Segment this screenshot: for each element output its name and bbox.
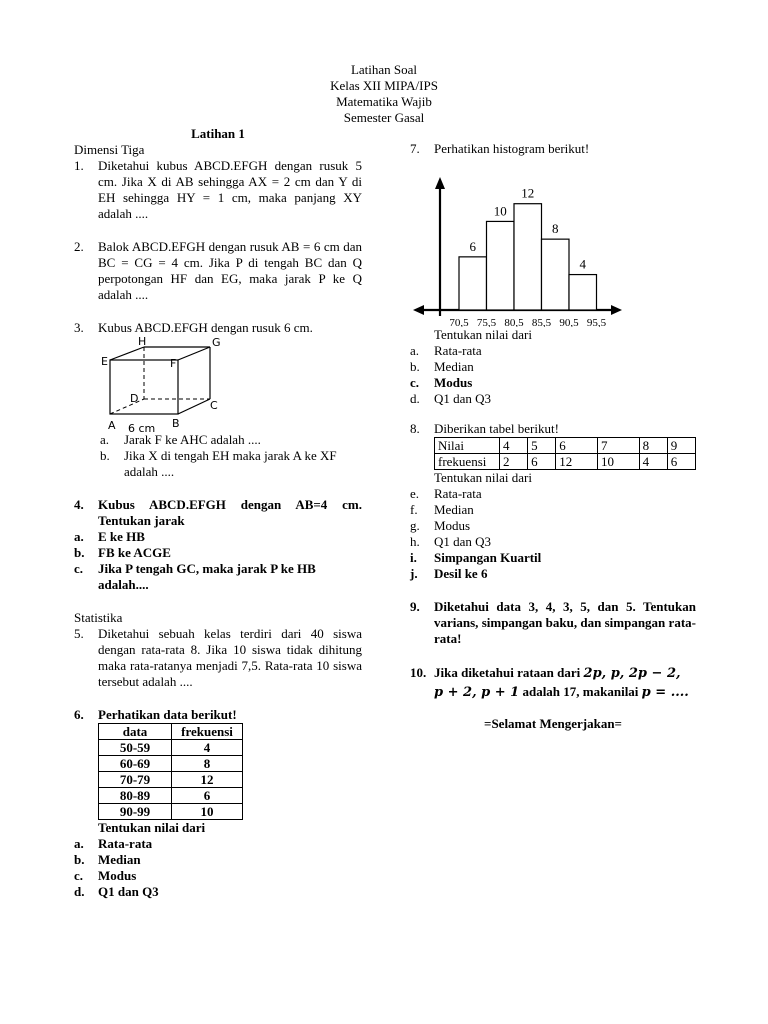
- option-letter: j.: [410, 566, 418, 581]
- table-cell: 8: [639, 438, 667, 454]
- option-text: Simpangan Kuartil: [434, 550, 542, 565]
- cube-edge: [110, 347, 144, 360]
- option-text: Median: [98, 852, 141, 867]
- question-number: 6.: [74, 707, 84, 722]
- exercise-title: Latihan 1: [191, 126, 245, 141]
- table-cell: 60-69: [99, 756, 172, 772]
- histogram-bar: [569, 275, 597, 310]
- value-frequency-table: [434, 437, 696, 470]
- histogram-bar: [514, 204, 542, 310]
- option-item: [410, 518, 696, 534]
- histogram: [410, 157, 696, 327]
- math-expression: p = ....: [641, 685, 689, 700]
- vertex-label-e: E: [101, 355, 108, 368]
- x-axis-arrow-right: [611, 305, 622, 315]
- question-4-part-c: [74, 561, 362, 593]
- math-expression: p + 2, p + 1: [434, 685, 520, 700]
- option-text: Q1 dan Q3: [434, 391, 492, 406]
- question-number: 5.: [74, 626, 84, 641]
- question-number: 9.: [410, 599, 420, 614]
- table-cell: 4: [639, 454, 667, 470]
- left-column: [74, 126, 362, 900]
- option-letter: c.: [410, 375, 420, 390]
- question-text: adalah 17, makanilai: [519, 684, 642, 699]
- x-tick-label: 90,5: [559, 317, 579, 327]
- question-text: Diberikan tabel berikut!: [434, 421, 559, 436]
- y-axis-arrow: [435, 177, 445, 189]
- question-7: [410, 141, 696, 157]
- option-item: [410, 343, 696, 359]
- question-number: 8.: [410, 421, 420, 436]
- x-tick-label: 70,5: [449, 317, 469, 327]
- option-text: E ke HB: [98, 529, 145, 544]
- frequency-table: [98, 723, 243, 820]
- question-number: 7.: [410, 141, 420, 156]
- question-text: Diketahui sebuah kelas terdiri dari 40 siswa dengan rata-rata 8. Jika 10 siswa tidak dihitung maka rata-ratanya menjadi 7,5. Rata-rata 10 siswa tersebut adalah ....: [98, 626, 362, 689]
- option-text: Q1 dan Q3: [98, 884, 159, 899]
- table-cell: 10: [172, 804, 243, 820]
- question-3-part-a: [74, 432, 362, 448]
- table-cell: 6: [172, 788, 243, 804]
- vertex-label-h: H: [138, 336, 147, 348]
- section-title: Dimensi Tiga: [74, 142, 145, 157]
- option-letter: c.: [74, 561, 84, 576]
- question-text: Diketahui kubus ABCD.EFGH dengan rusuk 5 cm. Jika X di AB sehingga AX = 2 cm dan Y di EH sehingga HY = 1 cm, maka panjang XY adalah ....: [98, 158, 362, 221]
- option-item: [410, 534, 696, 550]
- table-cell: 12: [172, 772, 243, 788]
- option-text: Jarak F ke AHC adalah ....: [124, 432, 261, 447]
- option-letter: d.: [410, 391, 420, 406]
- table-row-label: frekuensi: [435, 454, 500, 470]
- table-cell: 9: [667, 438, 695, 454]
- question-text: Jika diketahui rataan dari: [434, 665, 584, 680]
- histogram-bar: [542, 239, 570, 310]
- edge-length-label: 6 cm: [128, 422, 156, 432]
- option-item: [410, 391, 696, 407]
- option-item: [410, 502, 696, 518]
- question-4-part-a: [74, 529, 362, 545]
- table-cell: 6: [556, 438, 598, 454]
- option-text: Desil ke 6: [434, 566, 488, 581]
- prompt-text: Tentukan nilai dari: [434, 327, 533, 342]
- table-header: data: [99, 724, 172, 740]
- document-header: [0, 62, 768, 126]
- cube-edge: [178, 347, 210, 360]
- table-cell: 90-99: [99, 804, 172, 820]
- table-cell: 12: [556, 454, 598, 470]
- option-letter: b.: [74, 545, 85, 560]
- table-cell: 2: [500, 454, 528, 470]
- math-expression: 2p, p, 2p − 2,: [583, 666, 681, 681]
- bar-data-label: 10: [493, 203, 507, 219]
- vertex-label-b: B: [172, 417, 180, 430]
- question-8: [410, 421, 696, 437]
- option-text: Median: [434, 359, 474, 374]
- option-item: [410, 486, 696, 502]
- option-item: [410, 375, 696, 391]
- table-cell: 5: [528, 438, 556, 454]
- question-3: [74, 320, 362, 336]
- question-text: Diketahui data 3, 4, 3, 5, dan 5. Tentukan varians, simpangan baku, dan simpangan rata-rata!: [434, 599, 696, 646]
- question-3-part-b: [74, 448, 362, 480]
- header-line: Latihan Soal: [350, 62, 418, 77]
- option-letter: c.: [74, 868, 84, 883]
- question-2: [74, 239, 362, 303]
- question-1: [74, 158, 362, 222]
- vertex-label-g: G: [212, 336, 221, 349]
- table-cell: 7: [597, 438, 639, 454]
- option-text: Modus: [98, 868, 137, 883]
- question-text: Kubus ABCD.EFGH dengan AB=4 cm. Tentukan jarak: [98, 497, 362, 528]
- bar-data-label: 6: [469, 238, 476, 254]
- option-letter: d.: [74, 884, 85, 899]
- question-10: [410, 664, 696, 702]
- table-row-label: Nilai: [435, 438, 500, 454]
- option-text: Modus: [434, 518, 471, 533]
- question-number: 10.: [410, 665, 427, 680]
- table-cell: 4: [500, 438, 528, 454]
- option-text: Jika X di tengah EH maka jarak A ke XF adalah ....: [124, 448, 337, 479]
- table-cell: 80-89: [99, 788, 172, 804]
- bar-data-label: 8: [552, 221, 559, 237]
- cube-edge: [178, 399, 210, 414]
- option-item: [74, 884, 362, 900]
- vertex-label-a: A: [108, 419, 116, 432]
- histogram-bar: [459, 257, 487, 310]
- closing-text: =Selamat Mengerjakan=: [484, 716, 622, 731]
- header-line: Semester Gasal: [343, 110, 425, 125]
- table-cell: 6: [667, 454, 695, 470]
- right-column: [410, 141, 696, 732]
- question-text: Perhatikan histogram berikut!: [434, 141, 590, 156]
- option-text: Jika P tengah GC, maka jarak P ke HB adalah....: [98, 561, 316, 592]
- option-text: Q1 dan Q3: [434, 534, 492, 549]
- option-letter: g.: [410, 518, 420, 533]
- option-letter: h.: [410, 534, 420, 549]
- header-line: Matematika Wajib: [336, 94, 432, 109]
- question-text: Kubus ABCD.EFGH dengan rusuk 6 cm.: [98, 320, 313, 335]
- table-cell: 8: [172, 756, 243, 772]
- question-4: [74, 497, 362, 529]
- question-5: [74, 626, 362, 690]
- question-text: Balok ABCD.EFGH dengan rusuk AB = 6 cm dan BC = CG = 4 cm. Jika P di tengah BC dan Q perpotongan HF dan EG, maka jarak P ke Q adalah ....: [98, 239, 362, 302]
- question-number: 1.: [74, 158, 84, 173]
- x-tick-label: 85,5: [531, 317, 552, 327]
- option-text: Rata-rata: [98, 836, 153, 851]
- option-letter: b.: [410, 359, 420, 374]
- table-cell: 4: [172, 740, 243, 756]
- option-letter: a.: [74, 529, 84, 544]
- x-tick-label: 80,5: [504, 317, 524, 327]
- option-text: Rata-rata: [434, 343, 482, 358]
- option-item: [410, 550, 696, 566]
- x-tick-label: 75,5: [476, 317, 497, 327]
- table-cell: 6: [528, 454, 556, 470]
- table-header: frekuensi: [172, 724, 243, 740]
- question-4-part-b: [74, 545, 362, 561]
- question-number: 2.: [74, 239, 84, 254]
- option-letter: a.: [410, 343, 420, 358]
- option-item: [410, 359, 696, 375]
- histogram-bar: [487, 221, 515, 310]
- x-tick-label: 95,5: [586, 317, 607, 327]
- option-text: Median: [434, 502, 474, 517]
- question-9: [410, 599, 696, 647]
- header-line: Kelas XII MIPA/IPS: [330, 78, 438, 93]
- option-letter: i.: [410, 550, 417, 565]
- option-letter: a.: [74, 836, 84, 851]
- prompt-text: Tentukan nilai dari: [98, 820, 206, 835]
- vertex-label-c: C: [210, 399, 218, 412]
- table-cell: 50-59: [99, 740, 172, 756]
- question-number: 4.: [74, 497, 84, 512]
- option-item: [410, 566, 696, 582]
- section-title: Statistika: [74, 610, 123, 625]
- cube-hidden-edge: [110, 399, 144, 414]
- option-text: Rata-rata: [434, 486, 482, 501]
- option-letter: b.: [74, 852, 85, 867]
- prompt-text: Tentukan nilai dari: [434, 470, 533, 485]
- bar-data-label: 4: [579, 256, 586, 272]
- question-text: Perhatikan data berikut!: [98, 707, 237, 722]
- option-letter: a.: [100, 432, 110, 447]
- option-letter: f.: [410, 502, 418, 517]
- question-6: [74, 707, 362, 723]
- option-item: [74, 836, 362, 852]
- bar-data-label: 12: [521, 185, 535, 201]
- option-item: [74, 868, 362, 884]
- table-cell: 70-79: [99, 772, 172, 788]
- option-item: [74, 852, 362, 868]
- option-letter: b.: [100, 448, 110, 463]
- cube-figure: [74, 336, 362, 432]
- vertex-label-d: D: [130, 392, 139, 405]
- x-axis-arrow-left: [413, 305, 424, 315]
- option-text: Modus: [434, 375, 473, 390]
- option-letter: e.: [410, 486, 420, 501]
- table-cell: 10: [597, 454, 639, 470]
- cube-diagram: [74, 336, 362, 432]
- histogram-chart: [410, 157, 696, 327]
- option-text: FB ke ACGE: [98, 545, 171, 560]
- vertex-label-f: F: [170, 357, 177, 370]
- question-number: 3.: [74, 320, 84, 335]
